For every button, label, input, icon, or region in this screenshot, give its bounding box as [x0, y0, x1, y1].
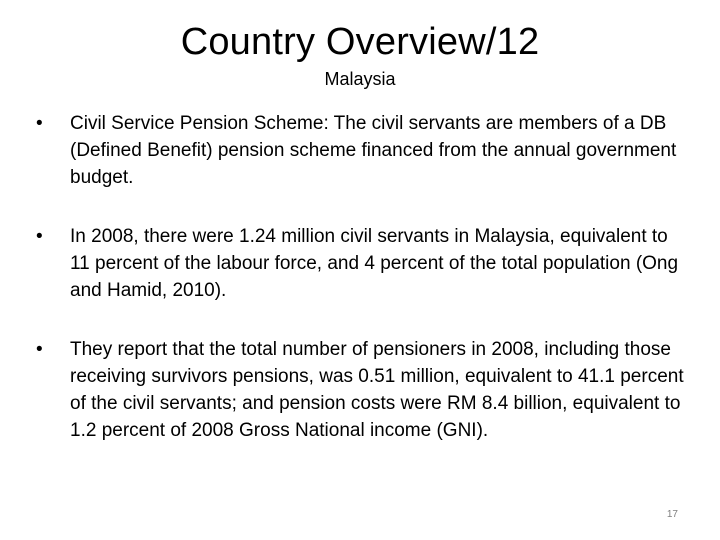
bullet-item	[36, 110, 686, 191]
bullet-marker: •	[36, 113, 43, 134]
bullet-marker: •	[36, 226, 43, 247]
slide-subtitle: Malaysia	[324, 69, 396, 89]
slide-title: Country Overview/12	[180, 21, 540, 63]
bullet-text: Civil Service Pension Scheme: The civil servants are members of a DB (Defined Benefit) pension scheme financed from the annual government budget.	[70, 113, 677, 188]
bullet-list	[36, 110, 686, 444]
bullet-marker: •	[36, 339, 43, 360]
page-number: 17	[666, 509, 678, 520]
bullet-text: In 2008, there were 1.24 million civil servants in Malaysia, equivalent to 11 percent of the labour force, and 4 percent of the total population (Ong and Hamid, 2010).	[70, 226, 679, 301]
bullet-item	[36, 336, 686, 444]
bullet-text: They report that the total number of pensioners in 2008, including those receiving survivors pensions, was 0.51 million, equivalent to 41.1 percent of the civil servants; and pension costs were RM 8.4 billion, equivalent to 1.2 percent of 2008 Gross National income (GNI).	[70, 339, 684, 441]
bullet-item	[36, 223, 686, 304]
